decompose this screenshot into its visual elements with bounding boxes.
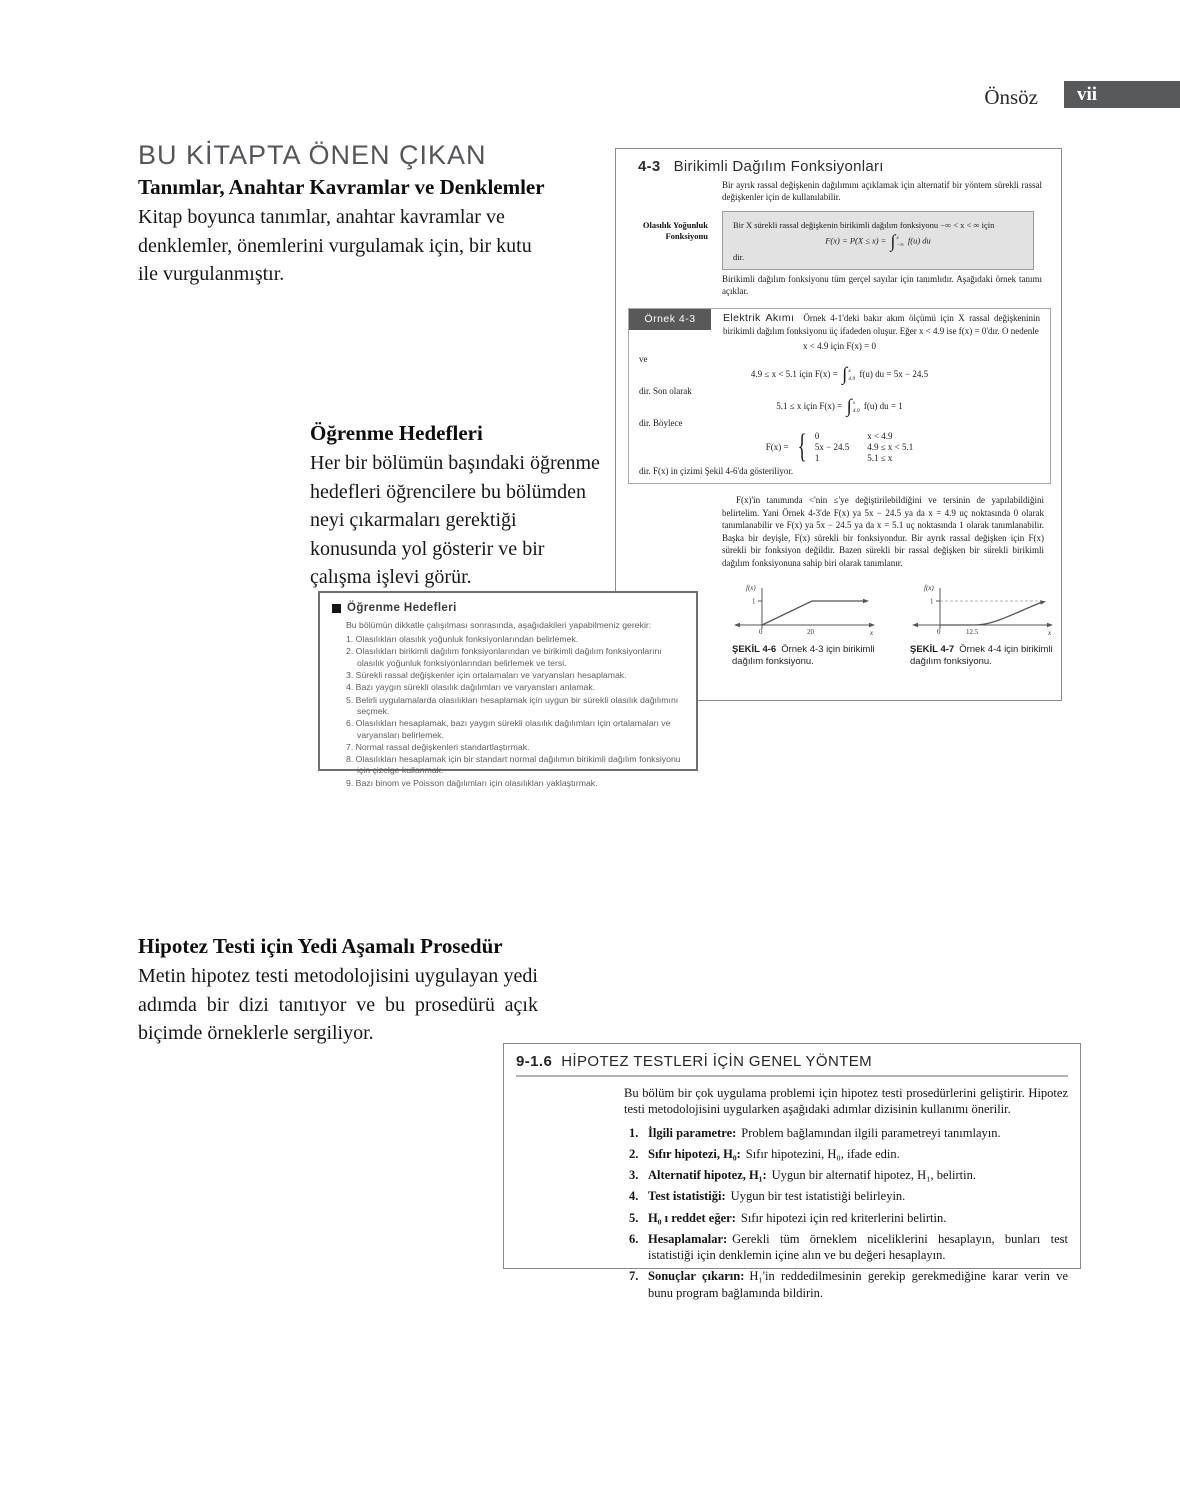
feature-objectives	[310, 421, 606, 592]
example-header	[629, 309, 1050, 338]
example-outro: dir. F(x) in çizimi Şekil 4-6'da gösteriliyor.	[639, 466, 794, 477]
figure-4-6-plot	[732, 581, 884, 641]
square-bullet-icon	[332, 604, 341, 613]
list-item: 5. Belirli uygulamalarda olasılıkları hesaplamak için uygun bir sürekli olasılık dağılımını seçmek.	[346, 694, 679, 716]
procedure-number: 9-1.6	[516, 1053, 553, 1070]
connector-1: ve	[639, 353, 648, 364]
equation-3: 5.1 ≤ x için F(x) = ∫ x 4.9 f(u) du = 1	[776, 395, 903, 417]
connector-2: dir. Son olarak	[639, 385, 692, 396]
svg-text:x: x	[870, 628, 874, 637]
page-title: BU KİTAPTA ÖNEN ÇIKAN	[138, 140, 487, 170]
list-item: 6. Hesaplamalar: Gerekli tüm örneklem niceliklerini hesaplayın, bunları test istatistiği için denklemin içine alın ve bu değeri hesaplayın.	[629, 1231, 1068, 1262]
equation-2: 4.9 ≤ x < 5.1 için F(x) = ∫ x 4.9 f(u) du = 5x − 24.5	[750, 363, 929, 385]
objectives-intro: Bu bölümün dikkatle çalışılması sonrasında, aşağıdakileri yapabilmeniz gerekir:	[346, 620, 652, 630]
feature-hypothesis	[138, 934, 538, 1048]
figures-row	[732, 581, 1053, 669]
list-item: 9. Bazı binom ve Poisson dağılımları için olasılıkları yaklaştırmak.	[346, 777, 598, 788]
svg-text:0: 0	[759, 627, 763, 636]
section-header	[638, 158, 1049, 175]
list-item: 8. Olasılıkları hesaplamak için bir standart normal dağılımın birikimli dağılım fonksiyonu için çizelge kullanmak.	[346, 754, 681, 776]
integral: ∫ x 4.9	[842, 363, 856, 385]
example-lead	[711, 309, 1050, 338]
figure-4-6	[732, 581, 884, 669]
objectives-title: Öğrenme Hedefleri	[347, 602, 457, 614]
section-title: Birikimli Dağılım Fonksiyonları	[673, 158, 884, 175]
definition-row	[628, 211, 1049, 270]
page-number-badge	[1064, 81, 1180, 108]
figure-4-7-caption: ŞEKİL 4-7 Örnek 4-4 için birikimli dağılım fonksiyonu.	[910, 643, 1053, 667]
integral-icon: ∫	[846, 395, 852, 417]
list-item: 4. Test istatistiği: Uygun bir test istatistiği belirleyin.	[629, 1189, 906, 1204]
procedure-body	[624, 1085, 1068, 1301]
definition-formula: F(x) = P(X ≤ x) = ∫ x −∞ f(u) du	[825, 231, 931, 252]
svg-text:f(x): f(x)	[746, 583, 756, 592]
example-tab: Örnek 4-3	[629, 309, 711, 330]
integral-icon: ∫	[890, 231, 896, 252]
procedure-header	[516, 1053, 1068, 1070]
section-intro: Bir ayrık rassal değişkenin dağılımını açıklamak için alternatif bir yöntem sürekli rassal değişkenler için de kullanılabilir.	[722, 180, 1042, 202]
svg-text:0: 0	[937, 627, 941, 636]
list-item: 2. Olasılıkları birikimli dağılım fonksiyonlarından ve birikimli dağılım fonksiyonlarını olasılık yoğunluk fonksiyonlarından belirlemek ve tersi.	[346, 646, 662, 668]
svg-text:1: 1	[930, 597, 934, 606]
figure-4-7-plot	[910, 581, 1062, 641]
svg-text:12.5: 12.5	[966, 627, 979, 636]
feature-objectives-body: Her bir bölümün başındaki öğrenme hedefleri öğrencilere bu bölümden neyi çıkarmaları gerektiği konusunda yol gösterir ve bir çalışma işlevi görür.	[310, 452, 600, 589]
integral: ∫ x −∞	[890, 231, 904, 252]
definition-line: Bir X sürekli rassal değişkenin birikimli dağılım fonksiyonu −∞ < x < ∞ için	[733, 219, 995, 230]
learning-objectives-box	[318, 591, 698, 788]
list-item: 1. İlgili parametre: Problem bağlamından ilgili parametreyi tanımlayın.	[629, 1125, 1001, 1140]
svg-text:f(x): f(x)	[924, 583, 934, 592]
figure-4-7	[910, 581, 1062, 669]
piecewise-lhs: F(x) =	[765, 442, 789, 453]
list-item: 4. Bazı yaygın sürekli olasılık dağılımları ve varyansları anlamak.	[346, 682, 596, 693]
definition-outro: dir.	[733, 251, 745, 262]
hypothesis-procedure-box	[503, 1043, 1081, 1300]
page-number: vii	[1077, 84, 1098, 105]
feature-definitions-title: Tanımlar, Anahtar Kavramlar ve Denklemler	[138, 175, 545, 199]
definition-box	[722, 211, 1034, 270]
procedure-intro: Bu bölüm bir çok uygulama problemi için hipotez testi prosedürlerini geliştirir. Hipotez testi metodolojisini uygularken aşağıdaki adımlar dizisinin kullanımı önerilir.	[624, 1086, 1068, 1117]
after-definition-text: Birikimli dağılım fonksiyonu tüm gerçel sayılar için tanımlıdır. Aşağıdaki örnek tanımı açıklar.	[722, 274, 1042, 296]
procedure-steps	[624, 1125, 1068, 1301]
feature-definitions-body: Kitap boyunca tanımlar, anahtar kavramlar ve denklemler, önemlerini vurgulamak için, bir kutu ile vurgulanmıştır.	[138, 206, 532, 286]
example-title: Elektrik Akımı	[723, 311, 795, 324]
integral: ∫ x 4.9	[846, 395, 860, 417]
objectives-list	[346, 634, 684, 789]
objectives-header	[332, 602, 684, 614]
list-item: 6. Olasılıkları hesaplamak, bazı yaygın sürekli olasılık dağılımları için ortalamaları ve varyansları belirlemek.	[346, 718, 671, 740]
figure-4-6-caption: ŞEKİL 4-6 Örnek 4-3 için birikimli dağılım fonksiyonu.	[732, 643, 875, 667]
procedure-title: HİPOTEZ TESTLERİ İÇİN GENEL YÖNTEM	[561, 1053, 873, 1070]
section-number: 4-3	[638, 158, 661, 175]
brace-icon: {	[797, 427, 807, 465]
feature-hypothesis-body: Metin hipotez testi metodolojisini uygulayan yedi adımda bir dizi tanıtıyor ve bu prosedürü açık biçimde örneklerle sergiliyor.	[138, 965, 538, 1045]
list-item: 1. Olasılıkları olasılık yoğunluk fonksiyonlarından belirlemek.	[346, 634, 579, 644]
svg-text:1: 1	[752, 597, 756, 606]
feature-definitions	[138, 175, 546, 289]
preface-label: Önsöz	[984, 85, 1038, 109]
list-item: 2. Sıfır hipotezi, H₀: Sıfır hipotezini, H₀, ifade edin.	[629, 1146, 900, 1161]
piecewise-function: F(x) = { 0 x < 4.9 5x − 24.5 4.9 ≤ x < 5.1 1 5.1 ≤ x	[765, 427, 914, 465]
feature-hypothesis-title: Hipotez Testi için Yedi Aşamalı Prosedür	[138, 934, 503, 958]
list-item: 7. Normal rassal değişkenleri standartlaştırmak.	[346, 741, 530, 752]
svg-text:x: x	[1048, 628, 1052, 637]
discussion-paragraph: F(x)'in tanımında <'nin ≤'ye değiştirilebildiğini ve tersinin de yapılabildiğini belirtelim. Yani Örnek 4-3'de F(x) ya 5x − 24.5 ya da x = 4.9 uç noktasında 0 olarak tanımlanabilir ve F(x) ya 5x − 24.5 ya da x = 5.1 uç noktasında 1 olarak tanımlanabilir. Başka bir deyişle, F(x) sürekli bir fonksiyondur. Bir ayrık rassal değişken için F(x) sürekli bir fonksiyon değildir. Bazen sürekli bir rassal değişken bir sürekli birikimli dağılım fonksiyonuna sahip biri olarak tanımlanır.	[722, 495, 1044, 568]
definition-side-label: Olasılık Yoğunluk Fonksiyonu	[642, 219, 708, 241]
list-item: 3. Alternatif hipotez, H₁: Uygun bir alternatif hipotez, H₁, belirtin.	[629, 1168, 976, 1182]
example-4-3-box	[628, 308, 1051, 484]
connector-3: dir. Böylece	[639, 418, 683, 429]
integral-icon: ∫	[842, 363, 848, 385]
svg-text:20: 20	[807, 627, 814, 636]
feature-objectives-title: Öğrenme Hedefleri	[310, 421, 483, 445]
list-item: 5. H₀ ı reddet eğer: Sıfır hipotezi için red kriterlerini belirtin.	[629, 1210, 947, 1225]
list-item: 3. Sürekli rassal değişkenler için ortalamaları ve varyansları hesaplamak.	[346, 669, 627, 680]
list-item: 7. Sonuçlar çıkarın: H₁'in reddedilmesinin gerekip gerekmediğine karar verin ve bunu program bağlamında bildirin.	[629, 1269, 1069, 1300]
example-intro: Örnek 4-1'deki bakır akım ölçümü için X rassal değişkeninin birikimli dağılım fonksiyonu üç ifadeden oluşur. Eğer x < 4.9 ise f(x) = 0'dır. O nedenle	[723, 312, 1040, 336]
header-rule	[516, 1075, 1068, 1077]
equation-1: x < 4.9 için F(x) = 0	[803, 340, 876, 351]
